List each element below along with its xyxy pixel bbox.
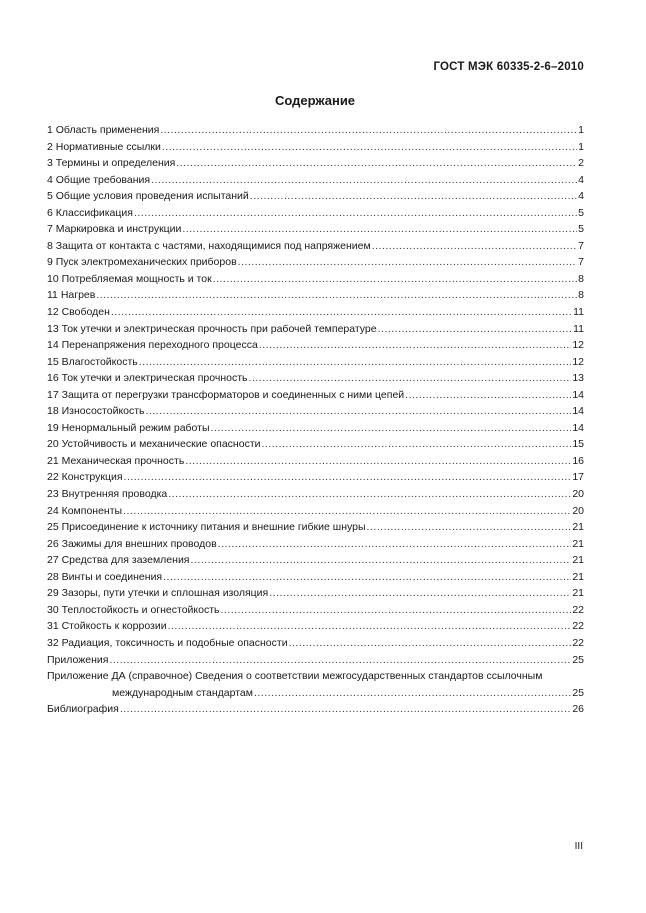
toc-entry-page: 25 bbox=[572, 653, 584, 666]
toc-leader-dots bbox=[289, 635, 572, 652]
toc-entry-label: 19 Ненормальный режим работы bbox=[47, 421, 210, 434]
toc-leader-dots bbox=[249, 370, 572, 387]
toc-entry-bibliography[interactable] bbox=[47, 701, 584, 718]
toc-entry-label: 26 Зажимы для внешних проводов bbox=[47, 537, 217, 550]
toc-entry[interactable] bbox=[47, 602, 584, 619]
toc-entry[interactable] bbox=[47, 188, 584, 205]
toc-entry-page: 22 bbox=[572, 603, 584, 616]
toc-entry-label: 13 Ток утечки и электрическая прочность при рабочей температуре bbox=[47, 322, 377, 335]
toc-entry-page: 14 bbox=[572, 388, 584, 401]
toc-annex-title-line1: Приложение ДА (справочное) Сведения о соответствии межгосударственных стандартов ссылочным bbox=[47, 670, 543, 683]
toc-leader-dots bbox=[123, 503, 571, 520]
toc-leader-dots bbox=[109, 652, 571, 669]
toc-entry[interactable] bbox=[47, 635, 584, 652]
toc-leader-dots bbox=[120, 701, 571, 718]
toc-leader-dots bbox=[378, 321, 572, 338]
toc-entry-page: 21 bbox=[572, 554, 584, 567]
toc-entry-label: 28 Винты и соединения bbox=[47, 570, 163, 583]
toc-entry[interactable] bbox=[47, 519, 584, 536]
toc-entry-page: 22 bbox=[572, 636, 584, 649]
toc-entry[interactable] bbox=[47, 271, 584, 288]
toc-entry[interactable] bbox=[47, 139, 584, 156]
toc-entry-label: 16 Ток утечки и электрическая прочность bbox=[47, 372, 248, 385]
toc-entry-page: 21 bbox=[572, 587, 584, 600]
toc-leader-dots bbox=[191, 552, 572, 569]
toc-entry-annex-da[interactable] bbox=[47, 668, 584, 701]
toc-entry[interactable] bbox=[47, 254, 584, 271]
toc-entry[interactable] bbox=[47, 287, 584, 304]
toc-entry[interactable] bbox=[47, 503, 584, 520]
toc-entry-label: 21 Механическая прочность bbox=[47, 454, 185, 467]
toc-entry-page: 8 bbox=[578, 289, 584, 302]
toc-leader-dots bbox=[250, 188, 577, 205]
toc-leader-dots bbox=[221, 602, 572, 619]
toc-entry-page: 11 bbox=[573, 322, 584, 335]
toc-leader-dots bbox=[372, 238, 577, 255]
toc-entry-page: 7 bbox=[578, 239, 584, 252]
toc-entry-annexes[interactable] bbox=[47, 652, 584, 669]
toc-leader-dots bbox=[134, 205, 577, 222]
toc-entry-label: 18 Износостойкость bbox=[47, 405, 145, 418]
toc-entry[interactable] bbox=[47, 486, 584, 503]
toc-entry-page: 14 bbox=[572, 405, 584, 418]
toc-entry-page: 25 bbox=[572, 686, 584, 699]
toc-entry-page: 14 bbox=[572, 421, 584, 434]
toc-entry-page: 17 bbox=[572, 471, 584, 484]
standard-code-header: ГОСТ МЭК 60335-2-6–2010 bbox=[433, 61, 584, 73]
toc-leader-dots bbox=[163, 569, 571, 586]
toc-leader-dots bbox=[168, 618, 572, 635]
toc-entry-label: 5 Общие условия проведения испытаний bbox=[47, 190, 249, 203]
toc-entry[interactable] bbox=[47, 370, 584, 387]
toc-entry[interactable] bbox=[47, 122, 584, 139]
toc-entry-page: 7 bbox=[578, 256, 584, 269]
toc-entry-page: 1 bbox=[578, 124, 584, 136]
toc-entry-label: 2 Нормативные ссылки bbox=[47, 140, 161, 153]
toc-leader-dots bbox=[405, 387, 571, 404]
toc-entry[interactable] bbox=[47, 304, 584, 321]
toc-entry-page: 21 bbox=[572, 521, 584, 534]
toc-leader-dots bbox=[211, 420, 572, 437]
toc-leader-dots bbox=[124, 469, 572, 486]
toc-entry-page: 20 bbox=[572, 504, 584, 517]
toc-entry-label: 30 Теплостойкость и огнестойкость bbox=[47, 603, 220, 616]
page-number: III bbox=[574, 841, 583, 852]
toc-entry-page: 11 bbox=[573, 306, 584, 319]
toc-entry-label: 12 Свободен bbox=[47, 306, 110, 319]
toc-leader-dots bbox=[259, 337, 572, 354]
toc-entry[interactable] bbox=[47, 403, 584, 420]
toc-entry-label: 27 Средства для заземления bbox=[47, 554, 190, 567]
toc-entry-page: 2 bbox=[578, 157, 584, 170]
toc-leader-dots bbox=[185, 453, 571, 470]
toc-leader-dots bbox=[218, 536, 572, 553]
toc-entry[interactable] bbox=[47, 569, 584, 586]
toc-entry[interactable] bbox=[47, 552, 584, 569]
toc-entry[interactable] bbox=[47, 436, 584, 453]
table-of-contents bbox=[47, 122, 584, 718]
toc-entry-page: 4 bbox=[578, 173, 584, 186]
toc-entry-page: 12 bbox=[572, 355, 584, 368]
toc-entry-label: 7 Маркировка и инструкции bbox=[47, 223, 182, 236]
toc-leader-dots bbox=[176, 155, 577, 172]
toc-leader-dots bbox=[269, 585, 571, 602]
toc-entry-label: 8 Защита от контакта с частями, находящимися под напряжением bbox=[47, 239, 371, 252]
toc-entry[interactable] bbox=[47, 585, 584, 602]
toc-entry-label: 23 Внутренняя проводка bbox=[47, 488, 168, 501]
toc-entry-label: 15 Влагостойкость bbox=[47, 355, 138, 368]
toc-entry-page: 15 bbox=[572, 438, 584, 451]
toc-entry-page: 21 bbox=[572, 570, 584, 583]
toc-title: Содержание bbox=[274, 93, 356, 108]
toc-entry-page: 13 bbox=[572, 372, 584, 385]
toc-entry-label: 3 Термины и определения bbox=[47, 157, 176, 170]
toc-entry-page: 21 bbox=[572, 537, 584, 550]
toc-leader-dots bbox=[151, 172, 577, 189]
toc-leader-dots bbox=[367, 519, 572, 536]
toc-entry[interactable] bbox=[47, 337, 584, 354]
toc-entry-page: 8 bbox=[578, 272, 584, 285]
toc-annex-title-line2: международным стандартам bbox=[112, 686, 253, 699]
toc-entry-label: 24 Компоненты bbox=[47, 504, 123, 517]
toc-entry-label: 20 Устойчивость и механические опасности bbox=[47, 438, 261, 451]
toc-entry-label: 4 Общие требования bbox=[47, 173, 151, 186]
toc-entry[interactable] bbox=[47, 155, 584, 172]
toc-leader-dots bbox=[160, 122, 577, 139]
toc-entry-page: 4 bbox=[578, 190, 584, 203]
toc-leader-dots bbox=[146, 403, 572, 420]
toc-entry[interactable] bbox=[47, 205, 584, 222]
toc-entry-label: Библиография bbox=[47, 703, 119, 716]
toc-entry-page: 5 bbox=[578, 223, 584, 236]
toc-entry[interactable] bbox=[47, 469, 584, 486]
toc-annex-title-line2-row bbox=[47, 685, 584, 702]
toc-entry-label: 29 Зазоры, пути утечки и сплошная изоляция bbox=[47, 587, 269, 600]
toc-entry-label: 6 Классификация bbox=[47, 206, 133, 219]
toc-entry-label: 32 Радиация, токсичность и подобные опасности bbox=[47, 636, 288, 649]
toc-entry[interactable] bbox=[47, 221, 584, 238]
toc-entry-page: 1 bbox=[578, 140, 584, 153]
toc-leader-dots bbox=[254, 685, 571, 702]
toc-leader-dots bbox=[96, 287, 577, 304]
toc-entry-label: 1 Область применения bbox=[47, 124, 160, 136]
toc-leader-dots bbox=[139, 354, 572, 371]
toc-entry[interactable] bbox=[47, 420, 584, 437]
toc-entry-label: 9 Пуск электромеханических приборов bbox=[47, 256, 237, 269]
toc-leader-dots bbox=[162, 139, 577, 156]
toc-entry-label: 11 Нагрев bbox=[47, 289, 96, 302]
toc-entry-label: 22 Конструкция bbox=[47, 471, 123, 484]
toc-entry-page: 12 bbox=[572, 339, 584, 352]
toc-entry-label: 10 Потребляемая мощность и ток bbox=[47, 272, 212, 285]
toc-leader-dots bbox=[213, 271, 577, 288]
toc-entry[interactable] bbox=[47, 536, 584, 553]
toc-entry[interactable] bbox=[47, 238, 584, 255]
toc-leader-dots bbox=[262, 436, 572, 453]
toc-entry[interactable] bbox=[47, 453, 584, 470]
toc-entry-label: 14 Перенапряжения переходного процесса bbox=[47, 339, 258, 352]
toc-entry[interactable] bbox=[47, 321, 584, 338]
toc-entry-page: 26 bbox=[572, 703, 584, 716]
toc-entry[interactable] bbox=[47, 387, 584, 404]
toc-entry-page: 20 bbox=[572, 488, 584, 501]
toc-entry-page: 5 bbox=[578, 206, 584, 219]
toc-entry[interactable] bbox=[47, 354, 584, 371]
toc-entry-label: Приложения bbox=[47, 653, 109, 666]
toc-entry-label: 25 Присоединение к источнику питания и внешние гибкие шнуры bbox=[47, 521, 366, 534]
toc-entry-label: 31 Стойкость к коррозии bbox=[47, 620, 167, 633]
toc-leader-dots bbox=[182, 221, 577, 238]
toc-leader-dots bbox=[111, 304, 572, 321]
toc-entry-page: 16 bbox=[572, 454, 584, 467]
toc-leader-dots bbox=[238, 254, 578, 271]
toc-entry-page: 22 bbox=[572, 620, 584, 633]
toc-entry-label: 17 Защита от перегрузки трансформаторов и соединенных с ними цепей bbox=[47, 388, 405, 401]
toc-entry[interactable] bbox=[47, 618, 584, 635]
toc-leader-dots bbox=[168, 486, 571, 503]
toc-entry[interactable] bbox=[47, 172, 584, 189]
